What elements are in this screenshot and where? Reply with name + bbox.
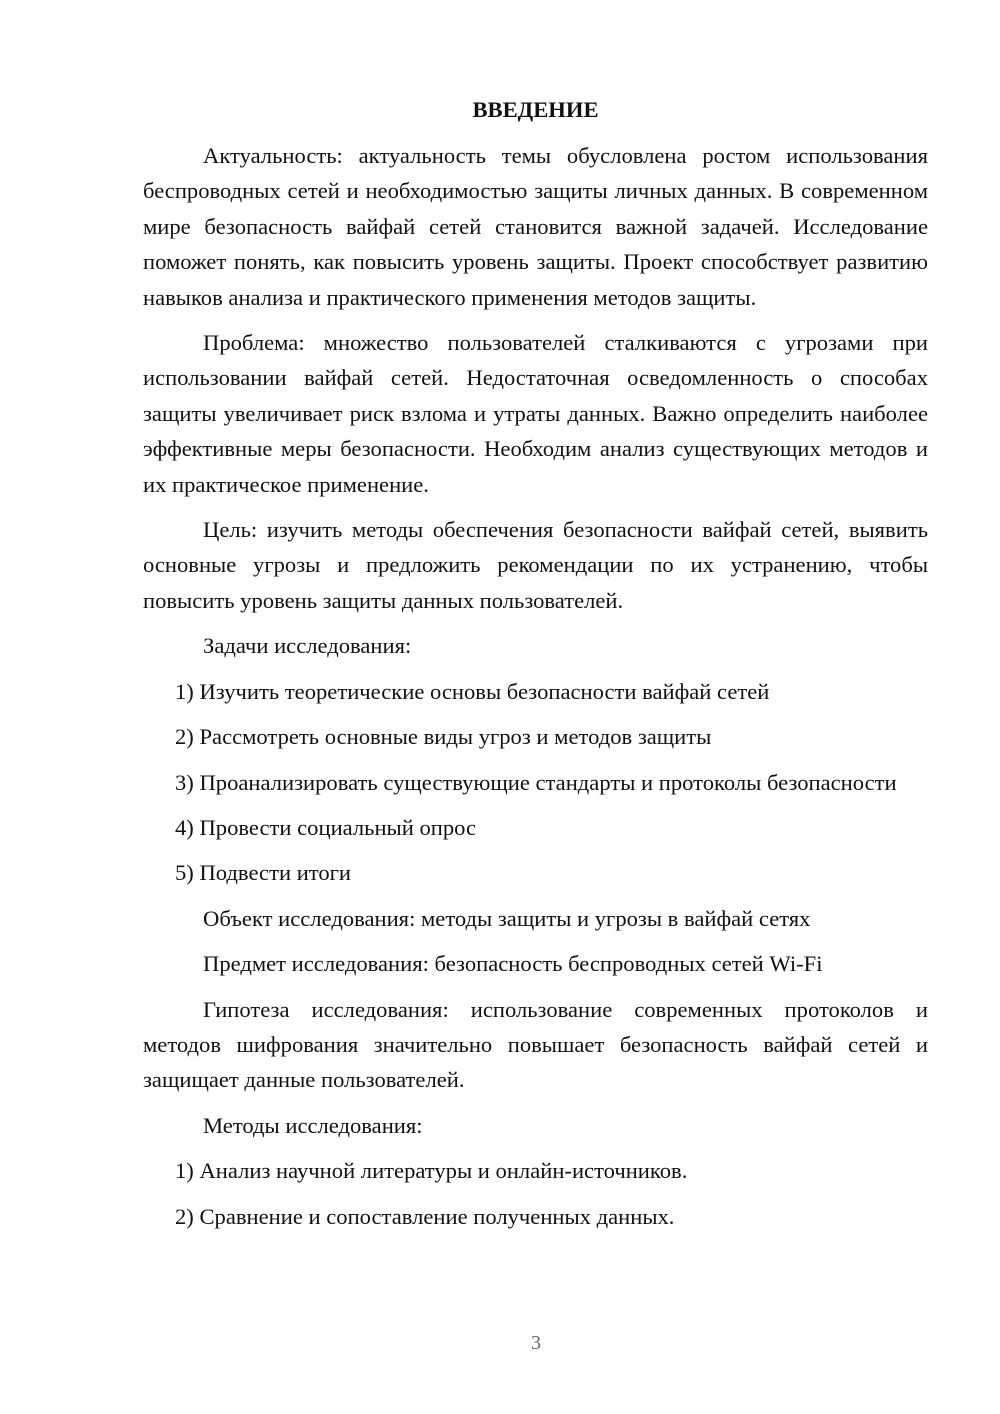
relevance-paragraph: Актуальность: актуальность темы обусловлена ростом использования беспроводных сетей и необходимостью защиты личных данных. В современном мире безопасность вайфай сетей становится важной задачей. Исследование поможет понять, как повысить уровень защиты. Проект способствует развитию навыков анализа и практического применения методов защиты. (143, 143, 928, 310)
section-heading: ВВЕДЕНИЕ (472, 97, 599, 122)
task-item-1: 1) Изучить теоретические основы безопасности вайфай сетей (175, 678, 770, 704)
method-item-1: 1) Анализ научной литературы и онлайн-источников. (175, 1158, 688, 1184)
research-hypothesis: Гипотеза исследования: использование современных протоколов и методов шифрования значительно повышает безопасность вайфай сетей и защищает данные пользователей. (143, 996, 928, 1093)
task-item-2: 2) Рассмотреть основные виды угроз и методов защиты (175, 724, 712, 750)
research-subject: Предмет исследования: безопасность беспроводных сетей Wi-Fi (203, 951, 823, 977)
task-item-3: 3) Проанализировать существующие стандарты и протоколы безопасности (175, 769, 897, 795)
research-object: Объект исследования: методы защиты и угрозы в вайфай сетях (203, 905, 811, 931)
task-item-4: 4) Провести социальный опрос (175, 814, 477, 840)
methods-label: Методы исследования: (203, 1112, 423, 1138)
method-item-2: 2) Сравнение и сопоставление полученных данных. (175, 1203, 675, 1229)
task-item-5: 5) Подвести итоги (175, 860, 352, 886)
problem-paragraph: Проблема: множество пользователей сталкиваются с угрозами при использовании вайфай сетей. Недостаточная осведомленность о способах защиты увеличивает риск взлома и утраты данных. Важно определить наиболее эффективные меры безопасности. Необходим анализ существующих методов и их практическое применение. (143, 330, 928, 497)
tasks-label: Задачи исследования: (203, 633, 412, 659)
goal-paragraph: Цель: изучить методы обеспечения безопасности вайфай сетей, выявить основные угрозы и предложить рекомендации по их устранению, чтобы повысить уровень защиты данных пользователей. (143, 517, 928, 613)
page-number: 3 (531, 1332, 541, 1354)
document-page (143, 94, 928, 1244)
